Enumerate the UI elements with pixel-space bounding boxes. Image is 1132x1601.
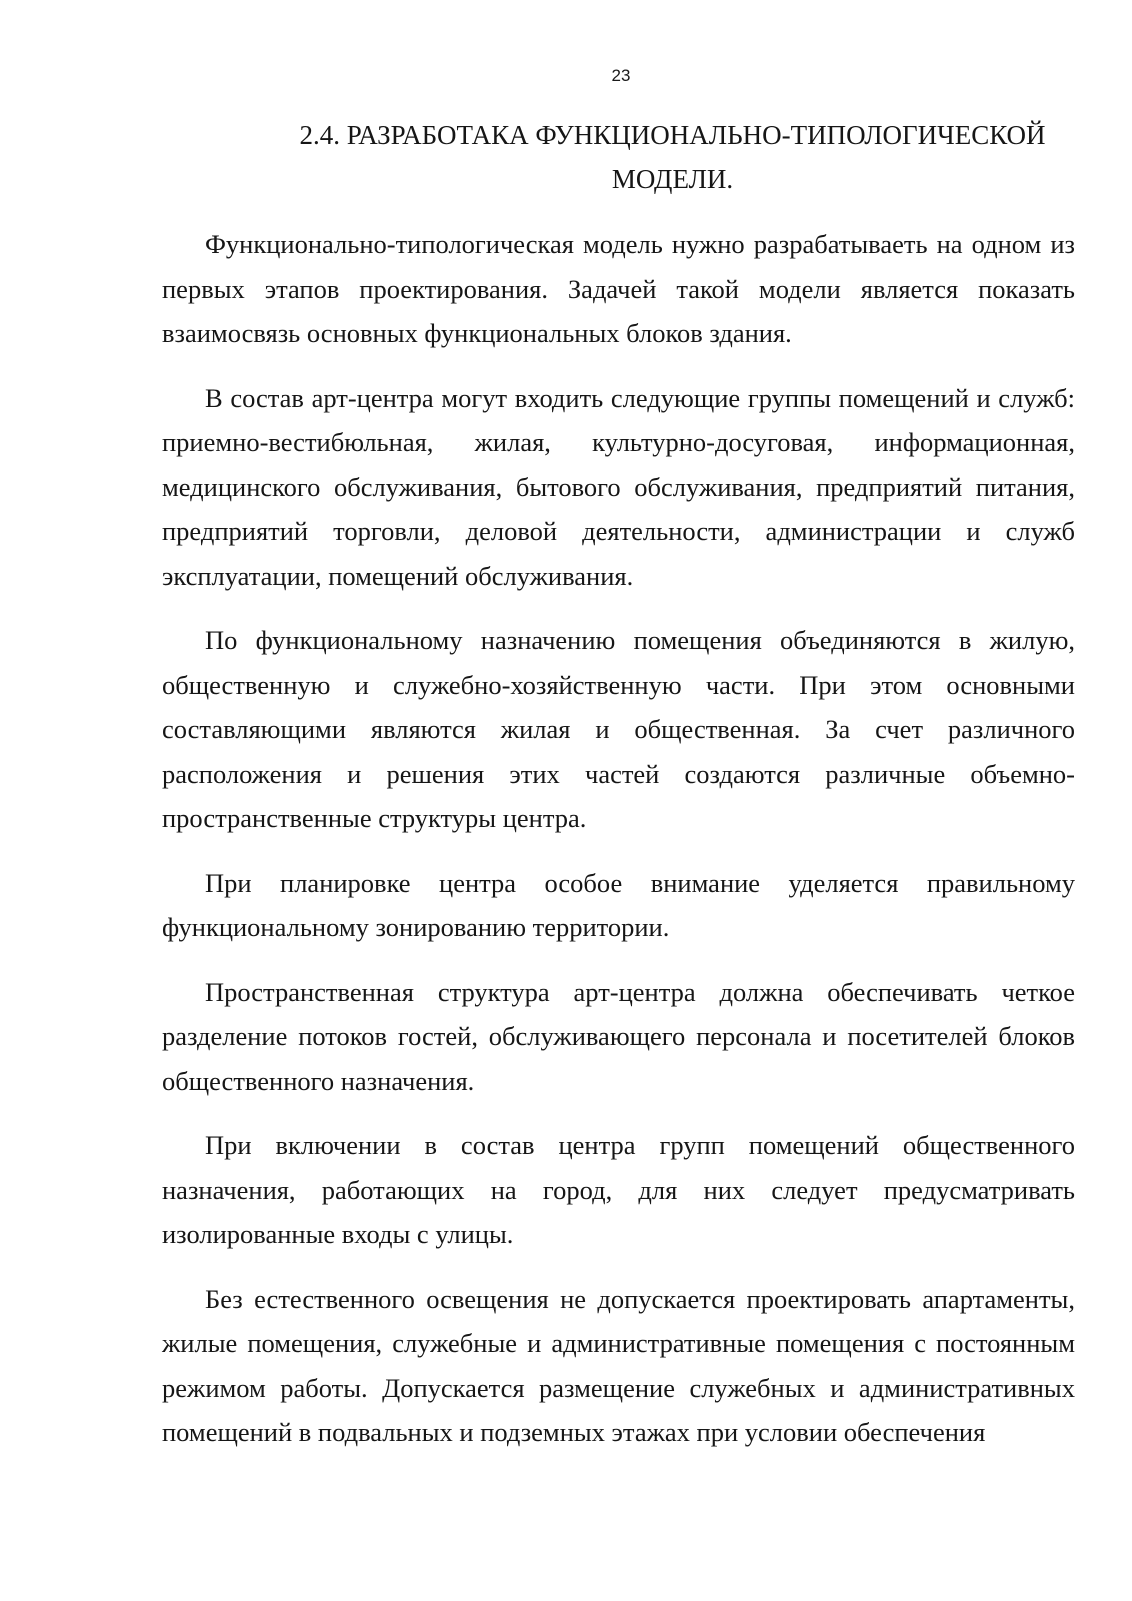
paragraph: При планировке центра особое внимание уделяется правильному функциональному зонированию территории. [162,867,1075,942]
paragraph: В состав арт-центра могут входить следующие группы помещений и служб: приемно-вестибюльная, жилая, культурно-досуговая, информационная, медицинского обслуживания, бытового обслуживания, предприятий питания, предприятий торговли, деловой деятельности, администрации и служб эксплуатации, помещений обслуживания. [162,382,1075,591]
paragraph: При включении в состав центра групп помещений общественного назначения, работающих на город, для них следует предусматривать изолированные входы с улицы. [162,1130,1075,1249]
page-number: 23 [611,66,631,85]
paragraph: Функционально-типологическая модель нужно разрабатываеть на одном из первых этапов проектирования. Задачей такой модели является показать взаимосвязь основных функциональных блоков здания. [162,229,1075,348]
section-heading: 2.4. РАЗРАБОТАКА ФУНКЦИОНАЛЬНО-ТИПОЛОГИЧЕСКОЙ МОДЕЛИ. [299,120,1046,194]
paragraph: Пространственная структура арт-центра должна обеспечивать четкое разделение потоков гостей, обслуживающего персонала и посетителей блоков общественного назначения. [162,976,1075,1096]
paragraph: По функциональному назначению помещения объединяются в жилую, общественную и служебно-хозяйственную части. При этом основными составляющими являются жилая и общественная. За счет различного расположения и решения этих частей создаются различные объемно-пространственные структуры центра. [162,625,1075,833]
body-text [162,222,1075,1475]
paragraph: Без естественного освещения не допускается проектировать апартаменты, жилые помещения, служебные и административные помещения с постоянным режимом работы. Допускается размещение служебных и административных помещений в подвальных и подземных этажах при условии обеспечения [162,1283,1075,1447]
